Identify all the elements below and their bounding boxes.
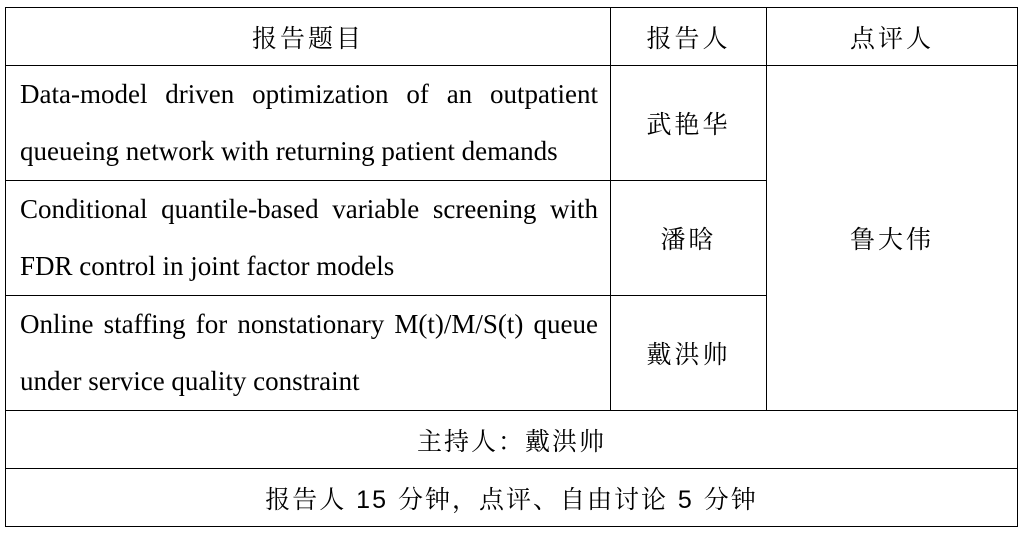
host-cell	[6, 411, 1018, 469]
speaker-minutes: 15	[356, 485, 388, 514]
host-row	[6, 411, 1018, 469]
reviewer-cell: 鲁大伟	[767, 66, 1018, 411]
timing-part3: 分钟	[703, 484, 758, 514]
talk-title: Data-model driven optimization of an outpatient queueing network with returning patient demands	[6, 66, 611, 181]
talk-speaker: 潘晗	[611, 181, 767, 296]
talk-title: Online staffing for nonstationary M(t)/M/S(t) queue under service quality constraint	[6, 296, 611, 411]
schedule-table	[5, 7, 1018, 527]
timing-row	[6, 469, 1018, 527]
talk-title: Conditional quantile-based variable screening with FDR control in joint factor models	[6, 181, 611, 296]
talk-speaker: 戴洪帅	[611, 296, 767, 411]
talk-speaker: 武艳华	[611, 66, 767, 181]
timing-part2: 分钟，点评、自由讨论	[397, 484, 668, 514]
timing-cell	[6, 469, 1018, 527]
header-row	[6, 8, 1018, 66]
talk-row	[6, 66, 1018, 181]
discussion-minutes: 5	[677, 485, 694, 514]
header-title-column: 报告题目	[6, 8, 611, 66]
header-reviewer-column: 点评人	[767, 8, 1018, 66]
header-speaker-column: 报告人	[611, 8, 767, 66]
host-name: 戴洪帅	[525, 426, 607, 456]
host-label: 主持人：	[416, 426, 525, 456]
timing-part1: 报告人	[265, 484, 347, 514]
